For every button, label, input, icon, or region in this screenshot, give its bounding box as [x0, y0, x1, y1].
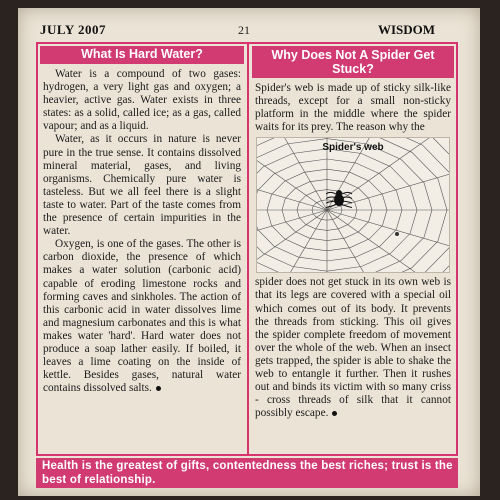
left-paragraph-3-text: Oxygen, is one of the gases. The other is carbon dioxide, the presence of which makes a water solution (carbonic acid) capable of eroding limestone rocks and forming caves and sinkholes. The action of this carbonic acid in water dissolves lime and magnesium carbonates and this is what makes water 'hard'. Hard water does not produce a soap lather easily. If boiled, it leaves a lime coating on the inside of kettle. Besides gases, natural water contains dissolved salts.	[43, 238, 241, 395]
web-spoke	[327, 210, 449, 256]
spider-web-illustration	[257, 138, 449, 272]
left-article	[40, 46, 244, 452]
left-paragraph-2: Water, as it occurs in nature is never pure in the true sense. It contains dissolved mineral material, gases, and living organisms. Chemically pure water is tasteless. But we all feel there is a slight taste to water. Part of the taste comes from the presence of certain impurities in the water.	[43, 133, 241, 238]
web-ring	[257, 138, 449, 272]
web-spoke	[327, 164, 449, 210]
left-paragraph-1: Water is a compound of two gases: hydrogen, a very light gas and oxygen; a heavier, active gas. Water exists in three states: as a solid, called ice; as a gas, called vapour; and as a liquid.	[43, 68, 241, 133]
right-article-title: Why Does Not A Spider Get Stuck?	[252, 46, 454, 78]
web-ring	[257, 138, 449, 272]
web-ring	[257, 138, 449, 272]
magazine-name: WISDOM	[378, 22, 436, 37]
figure-caption: Spider's web	[322, 142, 384, 154]
issue-date: JULY 2007	[40, 22, 107, 37]
end-bullet-icon	[156, 386, 161, 391]
magazine-page	[18, 8, 480, 496]
right-paragraph-after	[252, 276, 454, 420]
spider-web-figure	[256, 137, 450, 273]
right-article	[252, 46, 454, 452]
footer-quote: Health is the greatest of gifts, contentedness the best riches; trust is the best of relationship.	[36, 458, 458, 488]
trapped-insect-icon	[395, 232, 399, 236]
right-paragraph-after-text: spider does not get stuck in its own web is that its legs are covered with a special oil which comes out of its body. It prevents the threads from sticking. This oil gives the spider complete freedom of movement over the whole of the web. When an insect gets trapped, the spider is able to shake the web to entangle it further. Then it rushes out and binds its victim with so many criss - cross threads of silk that it cannot possibly escape.	[255, 276, 451, 420]
left-article-title: What Is Hard Water?	[40, 46, 244, 64]
end-bullet-icon	[332, 411, 337, 416]
right-paragraph-before: Spider's web is made up of sticky silk-like threads, except for a small non-sticky platform in the middle where the spider waits for its prey. The reason why the	[255, 82, 451, 134]
article-frame	[36, 42, 458, 456]
left-paragraph-3	[40, 238, 244, 395]
column-divider	[247, 44, 249, 454]
page-number: 21	[238, 23, 250, 37]
web-ring	[257, 138, 447, 272]
web-spoke	[257, 210, 327, 272]
